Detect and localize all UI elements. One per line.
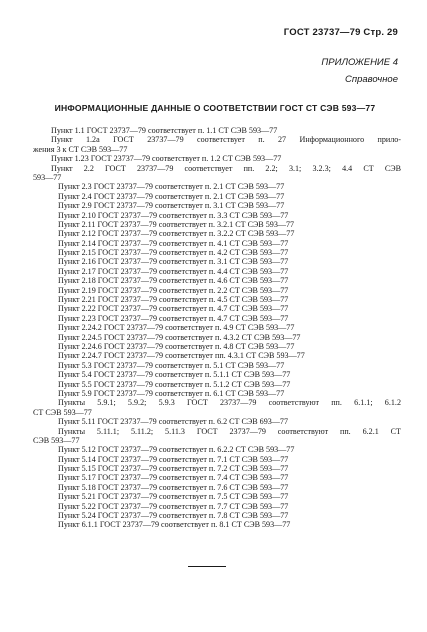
text-line: Пункт 5.11 ГОСТ 23737—79 соответствует п. 6.2 СТ СЭВ 693—77 xyxy=(58,417,288,427)
text-line: Пункт 2.10 ГОСТ 23737—79 соответствует п. 3.3 СТ СЭВ 593—77 xyxy=(58,210,289,220)
text-line: Пункт 2.22 ГОСТ 23737—79 соответствует п. 4.7 СТ СЭВ 593—77 xyxy=(58,304,289,314)
end-rule xyxy=(188,566,226,567)
appendix-label: ПРИЛОЖЕНИЕ 4 xyxy=(321,57,398,68)
text-line: Пункт 2.15 ГОСТ 23737—79 соответствует п. 4.2 СТ СЭВ 593—77 xyxy=(58,248,289,258)
text-line: Пункт 2.23 ГОСТ 23737—79 соответствует п. 4.7 СТ СЭВ 593—77 xyxy=(58,313,289,323)
text-line: Пункт 2.24.2 ГОСТ 23737—79 соответствует п. 4.9 СТ СЭВ 593—77 xyxy=(58,323,295,333)
text-line: Пункт 2.17 ГОСТ 23737—79 соответствует п. 4.4 СТ СЭВ 593—77 xyxy=(58,266,289,276)
text-line: СЭВ 593—77 xyxy=(33,435,80,445)
text-line: 593—77 xyxy=(33,172,62,182)
text-line: Пункты 5.11.1; 5.11.2; 5.11.3 ГОСТ 23737—79 соответствуют пп. 6.2.1 СТ xyxy=(58,426,401,436)
page-header: ГОСТ 23737—79 Стр. 29 xyxy=(283,27,398,38)
text-line: Пункт 5.5 ГОСТ 23737—79 соответствует п. 5.1.2 СТ СЭВ 593—77 xyxy=(58,379,291,389)
text-line: Пункт 2.16 ГОСТ 23737—79 соответствует п. 3.1 СТ СЭВ 593—77 xyxy=(58,257,289,267)
text-line: Пункт 2.18 ГОСТ 23737—79 соответствует п. 4.6 СТ СЭВ 593—77 xyxy=(58,276,289,286)
text-line: Пункт 2.3 ГОСТ 23737—79 соответствует п. 2.1 СТ СЭВ 593—77 xyxy=(58,182,285,192)
text-line: Пункт 2.24.5 ГОСТ 23737—79 соответствует п. 4.3.2 СТ СЭВ 593—77 xyxy=(58,332,301,342)
text-line: Пункт 5.12 ГОСТ 23737—79 соответствует п. 6.2.2 СТ СЭВ 593—77 xyxy=(58,445,295,455)
text-line: Пункт 5.15 ГОСТ 23737—79 соответствует п. 7.2 СТ СЭВ 593—77 xyxy=(58,464,289,474)
text-line: Пункт 5.4 ГОСТ 23737—79 соответствует п. 5.1.1 СТ СЭВ 593—77 xyxy=(58,370,291,380)
text-line: Пункт 2.12 ГОСТ 23737—79 соответствует п. 3.2.2 СТ СЭВ 593—77 xyxy=(58,229,295,239)
text-line: Пункты 5.9.1; 5.9.2; 5.9.3 ГОСТ 23737—79 соответствуют пп. 6.1.1; 6.1.2 xyxy=(58,398,401,408)
appendix-block xyxy=(321,54,398,88)
text-line: СТ СЭВ 593—77 xyxy=(33,407,92,417)
text-line: Пункт 2.19 ГОСТ 23737—79 соответствует п. 2.2 СТ СЭВ 593—77 xyxy=(58,285,289,295)
text-line: Пункт 2.24.7 ГОСТ 23737—79 соответствует пп. 4.3.1 СТ СЭВ 593—77 xyxy=(58,351,305,361)
text-line: жения 3 к СТ СЭВ 593—77 xyxy=(33,144,128,154)
text-line: Пункт 5.21 ГОСТ 23737—79 соответствует п. 7.5 СТ СЭВ 593—77 xyxy=(58,492,289,502)
text-line: Пункт 2.2 ГОСТ 23737—79 соответствует пп. 2.2; 3.1; 3.2.3; 4.4 СТ СЭВ xyxy=(51,163,401,173)
text-line: Пункт 2.9 ГОСТ 23737—79 соответствует п. 3.1 СТ СЭВ 593—77 xyxy=(58,201,285,211)
text-line: Пункт 5.9 ГОСТ 23737—79 соответствует п. 6.1 СТ СЭВ 593—77 xyxy=(58,388,285,398)
text-line: Пункт 2.24.6 ГОСТ 23737—79 соответствует п. 4.8 СТ СЭВ 593—77 xyxy=(58,341,295,351)
text-line: Пункт 5.3 ГОСТ 23737—79 соответствует п. 5.1 СТ СЭВ 593—77 xyxy=(58,360,285,370)
text-line: Пункт 1.23 ГОСТ 23737—79 соответствует п. 1.2 СТ СЭВ 593—77 xyxy=(51,154,282,164)
correspondence-list xyxy=(33,126,401,530)
text-line: Пункт 5.24 ГОСТ 23737—79 соответствует п. 7.8 СТ СЭВ 593—77 xyxy=(58,511,289,521)
text-line: Пункт 2.11 ГОСТ 23737—79 соответствует п. 3.2.1 СТ СЭВ 593—77 xyxy=(58,219,295,229)
appendix-note: Справочное xyxy=(345,74,398,85)
text-line: Пункт 1.1 ГОСТ 23737—79 соответствует п. 1.1 СТ СЭВ 593—77 xyxy=(51,126,278,135)
text-line: Пункт 5.17 ГОСТ 23737—79 соответствует п. 7.4 СТ СЭВ 593—77 xyxy=(58,473,289,483)
text-line: Пункт 1.2а ГОСТ 23737—79 соответствует п. 27 Информационного прило- xyxy=(51,135,401,145)
text-line: Пункт 2.14 ГОСТ 23737—79 соответствует п. 4.1 СТ СЭВ 593—77 xyxy=(58,238,289,248)
section-title: ИНФОРМАЦИОННЫЕ ДАННЫЕ О СООТВЕТСТВИИ ГОСТ СТ СЭВ 593—77 xyxy=(54,103,376,113)
text-line: Пункт 2.4 ГОСТ 23737—79 соответствует п. 2.1 СТ СЭВ 593—77 xyxy=(58,191,285,201)
text-line: Пункт 5.22 ГОСТ 23737—79 соответствует п. 7.7 СТ СЭВ 593—77 xyxy=(58,501,289,511)
text-line: Пункт 5.18 ГОСТ 23737—79 соответствует п. 7.6 СТ СЭВ 593—77 xyxy=(58,482,289,492)
text-line: Пункт 5.14 ГОСТ 23737—79 соответствует п. 7.1 СТ СЭВ 593—77 xyxy=(58,454,289,464)
text-line: Пункт 6.1.1 ГОСТ 23737—79 соответствует п. 8.1 СТ СЭВ 593—77 xyxy=(58,520,291,530)
text-line: Пункт 2.21 ГОСТ 23737—79 соответствует п. 4.5 СТ СЭВ 593—77 xyxy=(58,295,289,305)
